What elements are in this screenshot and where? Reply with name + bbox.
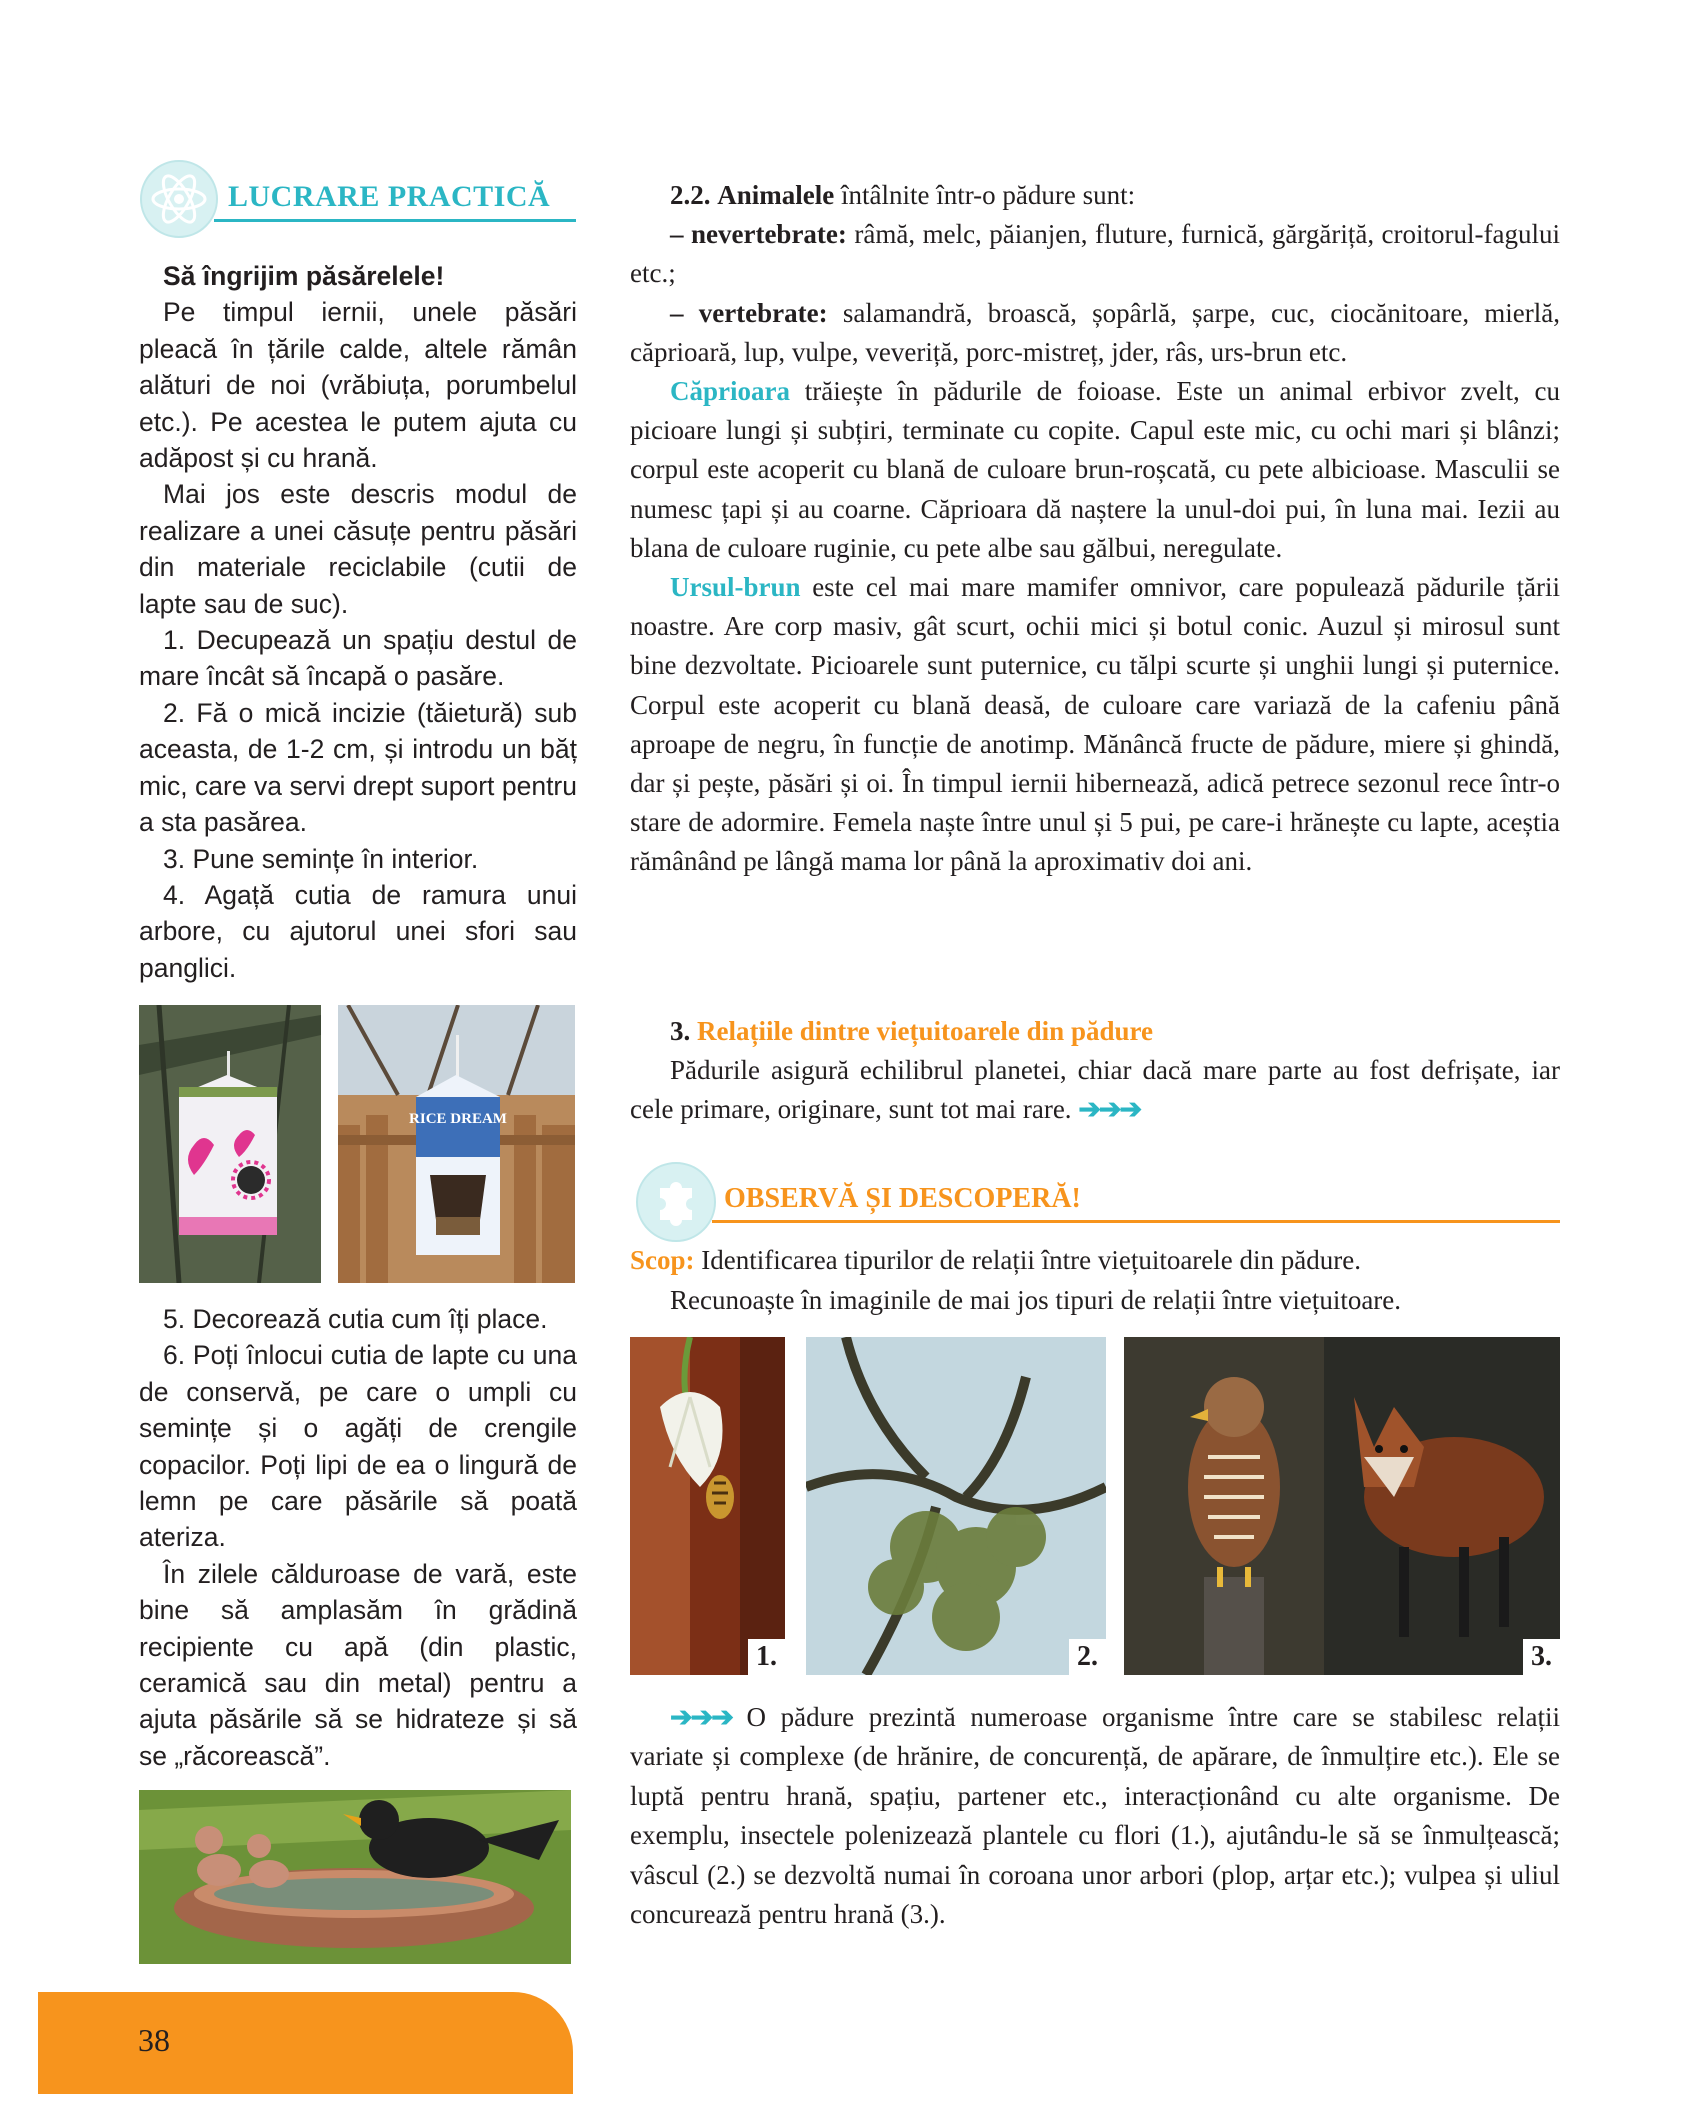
scop-line [630,1240,1560,1280]
step-5: 5. Decorează cutia cum îți place. [163,1304,548,1334]
photo-label-1: 1. [748,1639,785,1675]
observa-divider [712,1220,1560,1223]
nevertebrate-text: râmă, melc, păianjen, fluture, furnică, gărgăriță, croitorul-fagului etc.; [630,219,1560,289]
nevertebrate-item [630,215,1560,293]
puzzle-icon [638,1164,714,1240]
relatii-number: 3. [670,1016,691,1046]
birdhouse-photo [139,1005,321,1283]
urs-term: Ursul-brun [670,572,801,603]
nevertebrate-label: – nevertebrate: [670,219,847,250]
caprioara-text: trăiește în pădurile de foioase. Este un animal erbivor zvelt, cu picioare lungi și subțiri, terminate cu copite. Capul este mic, cu ochi mari și blânzi; corpul este acoperit cu blană de culoare brun-roșcată, cu pete albicioase. Masculii se numesc țapi și au coarne. Căprioara dă naștere la unul-doi pui, în luna mai. Iezii au blana de culoare ruginie, cu pete albe sau gălbui, neregulate. [630,376,1560,563]
scop-label: Scop: [630,1245,695,1275]
animale-heading [630,176,1560,215]
observa-title: OBSERVĂ ȘI DESCOPERĂ! [724,1183,1081,1214]
relatii-text: Pădurile asigură echilibrul planetei, chiar dacă mare parte au fost defrișate, iar cele primare, originare, sunt tot mai rare. ➔➔➔ [630,1055,1560,1125]
concluzie-text: O pădure prezintă numeroase organisme între care se stabilesc relații variate și complexe (de hrănire, de concurență, de apărare, de înmulțire etc.). Ele se luptă pentru hrană, spațiu, partener etc., interacționând cu alte organisme. De exemplu, insectele polenizează plantele cu flori (1.), ajutându-le să se înmulțească; vâscul (2.) se dezvoltă numai în coroana unor arbori (plop, arțar etc.); vulpea și uliul concurează pentru hrană (3.). [630,1702,1560,1930]
lucrare-practica-title: LUCRARE PRACTICĂ [228,180,551,213]
lucrare-practica-divider [214,219,576,222]
continue-arrows-icon: ➔➔➔ [670,1702,732,1732]
relatii-section [630,1012,1560,1130]
milk-carton-feeder-photo [338,1005,575,1283]
continue-arrows-icon: ➔➔➔ [1078,1094,1141,1125]
lucrare-practica-heading: Să îngrijim păsărelele! [163,261,445,291]
concluzie-paragraph [630,1698,1560,1934]
step-6: 6. Poți înlocui cutia de lapte cu una de conservă, pe care o umpli cu semințe și o agăți de crengile copacilor. Poți lipi de ea o lingură de lemn pe care păsările să poată ateriza. [139,1340,577,1553]
animale-section [630,176,1560,882]
vertebrate-label: – vertebrate: [670,297,828,328]
paragraph: Pe timpul iernii, unele păsări pleacă în țările calde, altele rămân alături de noi (vrăbiuța, porumbelul etc.). Pe acestea le putem ajuta cu adăpost și cu hrană. [139,297,577,474]
photo-label-2: 2. [1069,1639,1106,1675]
vertebrate-item [630,294,1560,372]
scop-block [630,1240,1560,1320]
snowdrop-bee-photo [630,1337,785,1675]
instruction: Recunoaște în imaginile de mai jos tipuri de relații între viețuitoare. [670,1285,1402,1315]
relatii-title: Relațiile dintre viețuitoarele din pădure [697,1016,1153,1046]
photo-label-3: 3. [1523,1639,1560,1675]
scop-text: Identificarea tipurilor de relații între viețuitoarele din pădure. [694,1245,1361,1275]
step-2: 2. Fă o mică incizie (tăietură) sub aceasta, de 1-2 cm, și introdu un băț mic, care va servi drept suport pentru a sta pasărea. [139,697,577,838]
carton-label: RICE DREAM [409,1111,507,1127]
relatii-heading [630,1012,1560,1051]
step-3: 3. Pune semințe în interior. [163,843,479,874]
section-number: 2.2. [670,180,711,210]
urs-paragraph [630,568,1560,882]
animale-heading-bold: Animalele [717,180,835,210]
summer-tip: În zilele călduroase de vară, este bine să amplasăm în grădină recipiente cu apă (din plastic, ceramică sau din metal) pentru a ajuta păsările să se hidrateze și să se „răcorească”. [139,1558,577,1771]
bird-bath-photo [139,1790,571,1964]
lucrare-practica-badge [140,160,218,238]
animale-heading-rest: întâlnite într-o pădure sunt: [834,180,1136,210]
hawk-fox-photo [1124,1337,1560,1675]
vertebrate-text: salamandră, broască, șopârlă, șarpe, cuc, ciocănitoare, mierlă, căprioară, lup, vulpe, veveriță, porc-mistreț, jder, râs, urs-brun etc. [630,297,1560,367]
footer-tab [38,1992,573,2094]
paragraph: Mai jos este descris modul de realizare a unei căsuțe pentru păsări din materiale reciclabile (cutii de lapte sau de suc). [139,479,577,619]
lucrare-practica-body-continued [139,1301,577,1774]
step-1: 1. Decupează un spațiu destul de mare încât să încapă o pasăre. [139,625,577,692]
step-4: 4. Agață cutia de ramura unui arbore, cu ajutorul unei sfori sau panglici. [139,879,577,983]
concluzie-section [630,1698,1560,1934]
mistletoe-photo [806,1337,1106,1675]
lucrare-practica-body [139,258,577,986]
caprioara-term: Căprioara [670,376,790,407]
urs-text: este cel mai mare mamifer omnivor, care populează pădurile țării noastre. Are corp masiv, gât scurt, ochii mici și botul conic. Auzul și mirosul sunt bine dezvoltate. Picioarele sunt puternice, cu tălpi scurte și unghii lungi și puternice. Corpul este acoperit cu blană deasă, de culoare care variază de la cafeniu până aproape de negru, în funcție de anotimp. Mănâncă fructe de pădure, miere și ghindă, dar și pește, păsări și oi. În timpul iernii hibernează, adică petrece sezonul rece într-o stare de adormire. Femela naște între unul și 5 pui, pe care-i hrănește cu lapte, aceștia rămânând pe lângă mama lor până la aproximativ doi ani. [630,572,1560,877]
caprioara-paragraph [630,372,1560,568]
atom-icon [142,162,216,236]
observa-badge [636,1162,716,1242]
page-number: 38 [138,2022,170,2058]
